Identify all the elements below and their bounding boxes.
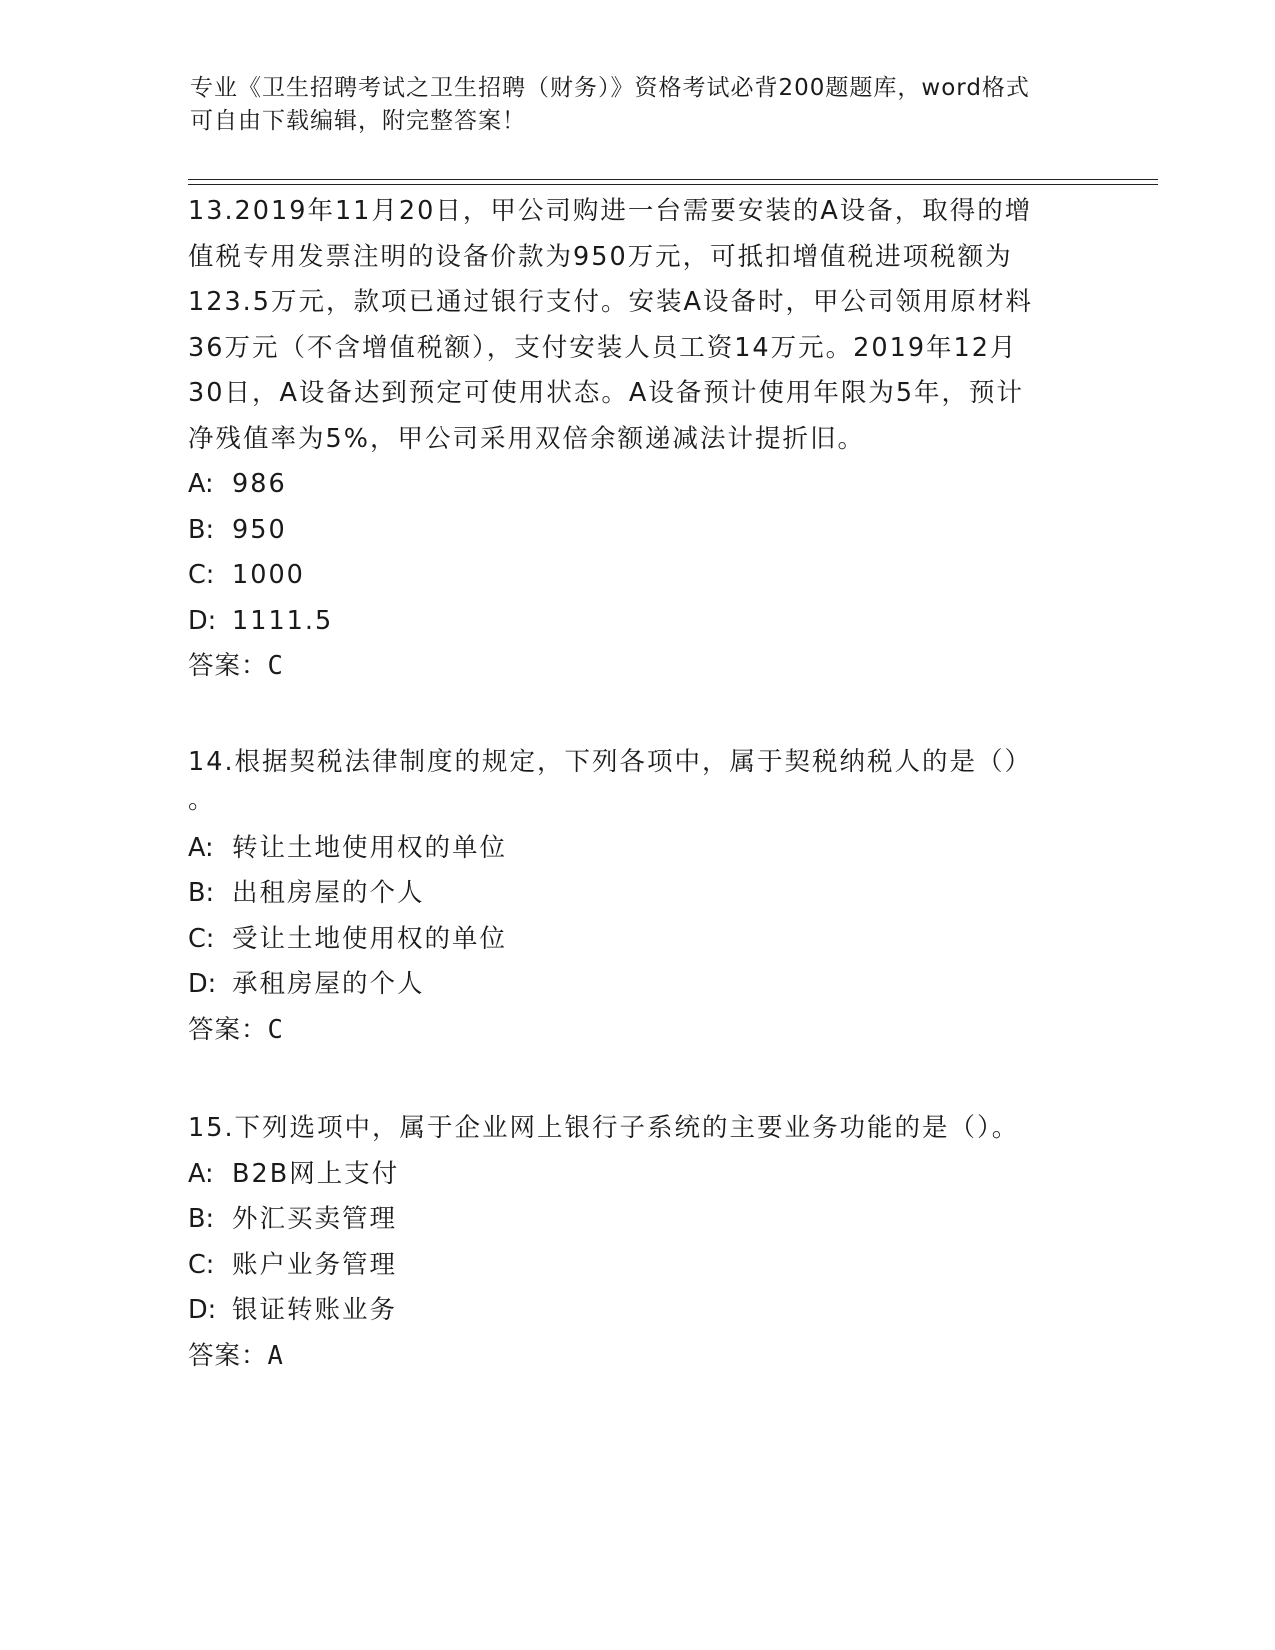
question-14 [188,740,1088,1053]
stem-line: 净残值率为5%，甲公司采用双倍余额递减法计提折旧。 [188,423,865,454]
option-d [188,599,1088,645]
option-text: 转让土地使用权的单位 [232,832,508,863]
option-letter: C: [188,560,215,590]
option-text: 银证转账业务 [232,1295,398,1325]
option-text: 1000 [232,560,305,590]
option-a [188,462,1088,508]
option-letter: C: [188,1249,215,1280]
header-divider-bottom [188,184,1158,185]
option-c [188,553,1088,599]
option-letter: B: [188,1204,215,1234]
option-d [188,1288,1088,1334]
option-text: 1111.5 [232,605,334,636]
answer-label: 答案： [188,1014,268,1045]
stem-line: 13.2019年11月20日，甲公司购进一台需要安装的A设备，取得的增 [188,196,1033,226]
option-letter: A: [188,1158,214,1189]
option-d [188,962,1088,1008]
option-letter: D: [188,1295,217,1325]
document-header [190,72,1090,138]
option-text: 受让土地使用权的单位 [232,923,508,954]
answer-label: 答案： [188,1340,268,1371]
header-line-1: 专业《卫生招聘考试之卫生招聘（财务）》资格考试必背200题题库，word格式 [190,75,1030,101]
header-divider-top [188,179,1158,180]
option-c [188,917,1088,963]
answer-line [188,1334,1088,1380]
question-stem [188,189,1088,462]
question-13 [188,189,1088,690]
answer-value: C [267,1014,284,1045]
option-b [188,871,1088,917]
stem-line: 36万元（不含增值税额），支付安装人员工资14万元。2019年12月 [188,332,1018,363]
stem-line: 14.根据契税法律制度的规定，下列各项中，属于契税纳税人的是（） [188,747,1033,777]
answer-value: C [267,651,284,681]
option-text: B2B网上支付 [232,1158,400,1189]
option-text: 承租房屋的个人 [232,969,425,999]
answer-label: 答案： [188,651,268,681]
option-b [188,1197,1088,1243]
stem-line: 123.5万元，款项已通过银行支付。安装A设备时，甲公司领用原材料 [188,287,1033,317]
stem-continuation: 。 [188,784,214,815]
option-text: 950 [232,514,287,545]
option-letter: C: [188,923,215,954]
answer-value: A [267,1340,284,1371]
stem-line: 30日，A设备达到预定可使用状态。A设备预计使用年限为5年，预计 [188,378,1025,408]
option-letter: B: [188,514,215,545]
option-letter: A: [188,832,214,863]
question-stem [188,740,1088,786]
option-c [188,1243,1088,1289]
answer-line [188,1008,1088,1054]
option-a [188,1152,1088,1198]
question-15 [188,1106,1088,1379]
option-text: 986 [232,469,287,499]
option-letter: D: [188,605,217,636]
option-text: 外汇买卖管理 [232,1204,398,1234]
stem-line: 值税专用发票注明的设备价款为950万元，可抵扣增值税进项税额为 [188,241,1013,272]
option-letter: D: [188,969,217,999]
option-letter: B: [188,878,215,908]
header-line-2: 可自由下载编辑，附完整答案！ [190,108,526,134]
question-stem [188,1106,1088,1152]
answer-line [188,644,1088,690]
option-b [188,508,1088,554]
option-a [188,826,1088,872]
option-text: 账户业务管理 [232,1249,398,1280]
option-text: 出租房屋的个人 [232,878,425,908]
stem-line: 15.下列选项中，属于企业网上银行子系统的主要业务功能的是（）。 [188,1113,1020,1143]
option-letter: A: [188,469,214,499]
